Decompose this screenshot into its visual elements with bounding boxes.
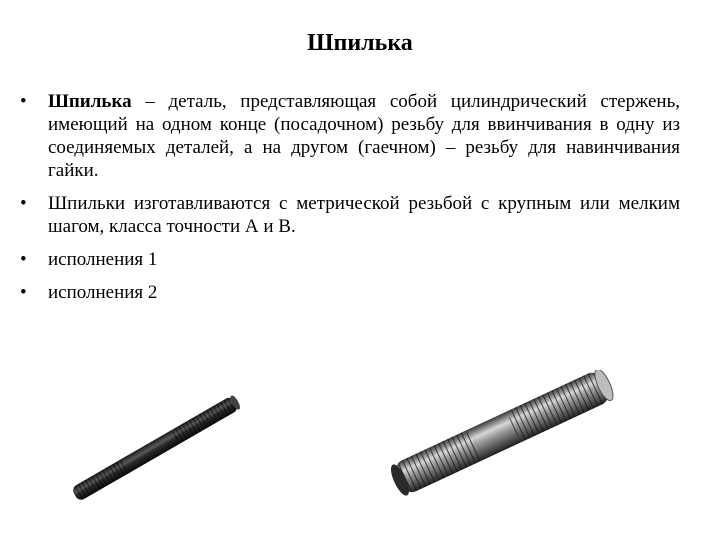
stud-illustrations xyxy=(0,370,720,540)
bullet-item-2 xyxy=(20,192,680,238)
term-stud: Шпилька xyxy=(48,91,132,112)
manufacturing-text: Шпильки изготавливаются с метрической резьбой с крупным или мелким шагом, класса точности А и В. xyxy=(48,193,680,237)
bullet-symbol: • xyxy=(20,249,27,270)
bullet-symbol: • xyxy=(20,91,27,112)
stud-bolt-dark-icon xyxy=(71,394,242,502)
variant-1-text: исполнения 1 xyxy=(48,249,158,270)
stud-images xyxy=(0,370,720,540)
stud-bolt-threaded-icon xyxy=(387,370,616,498)
bullet-item-4 xyxy=(20,281,680,304)
bullet-symbol: • xyxy=(20,282,27,303)
variant-2-text: исполнения 2 xyxy=(48,282,158,303)
bullet-list xyxy=(20,90,680,314)
slide-title: Шпилька xyxy=(307,30,413,56)
bullet-item-3 xyxy=(20,248,680,271)
bullet-item-1 xyxy=(20,90,680,182)
definition-text: – деталь, представляющая собой цилиндрический стержень, имеющий на одном конце (посадочном) резьбу для ввинчивания в одну из соединяемых деталей, а на другом (гаечном) – резьбу для навинчивания гайки. xyxy=(48,91,680,181)
bullet-symbol: • xyxy=(20,193,27,214)
